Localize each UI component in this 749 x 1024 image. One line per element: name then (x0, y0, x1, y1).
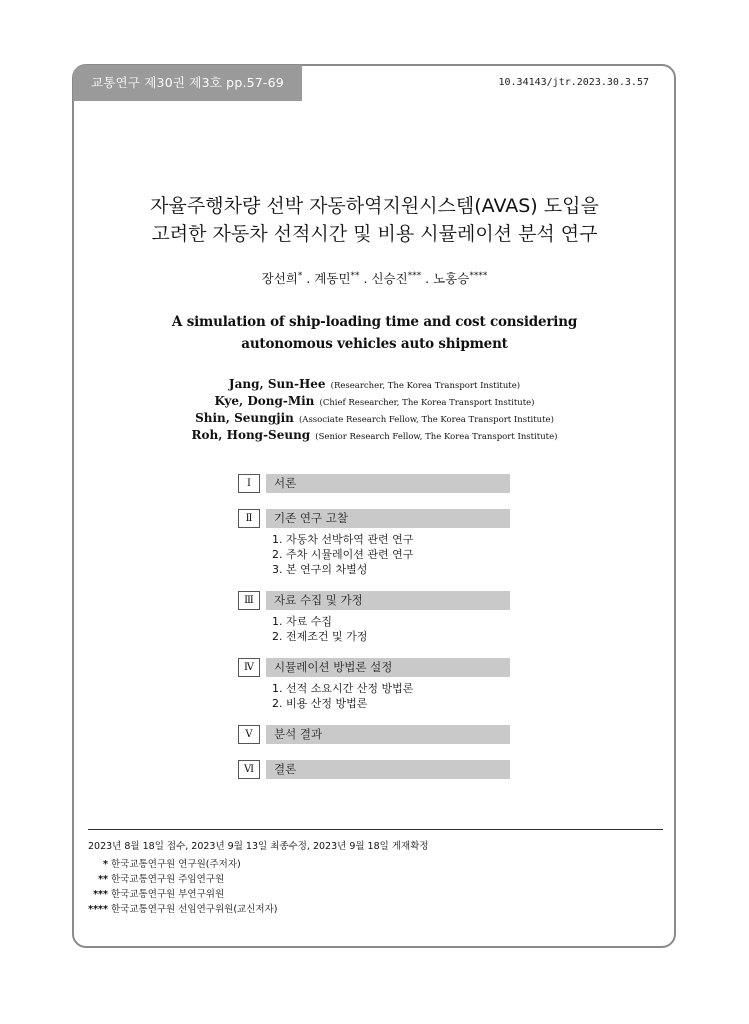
author-name-en: Kye, Dong-Min (214, 394, 315, 408)
toc-header (238, 591, 510, 610)
author-separator: . (421, 271, 434, 286)
toc-section (238, 725, 510, 744)
author-affiliation-en: (Researcher, The Korea Transport Institute) (330, 381, 521, 391)
affiliation-row (88, 902, 277, 917)
author-mark: * (297, 270, 303, 281)
toc-numeral: Ⅱ (238, 509, 260, 528)
toc-section (238, 509, 510, 577)
toc-title: 분석 결과 (266, 725, 510, 744)
author-name-ko: 장선희 (261, 271, 298, 286)
author-name-en: Roh, Hong-Seung (191, 428, 311, 442)
toc-section (238, 591, 510, 644)
toc-title: 서론 (266, 474, 510, 493)
toc-section (238, 760, 510, 779)
author-mark: ** (350, 270, 360, 281)
toc-subsection: 1. 자동차 선박하역 관련 연구 (272, 533, 414, 546)
title-ko-line1: 자율주행차량 선박 자동하역지원시스템(AVAS) 도입을 (150, 195, 599, 217)
toc-subsections (238, 532, 510, 577)
toc-title: 시뮬레이션 방법론 설정 (266, 658, 510, 677)
author-name-en: Jang, Sun-Hee (228, 377, 326, 391)
author-name-en: Shin, Seungjin (195, 411, 294, 425)
author-line-en (100, 408, 649, 425)
title-en-line2: autonomous vehicles auto shipment (241, 336, 508, 352)
toc-numeral: Ⅴ (238, 725, 260, 744)
author-name-ko: 계동민 (314, 271, 351, 286)
affiliation-text: 한국교통연구원 연구원(주저자) (111, 859, 241, 870)
toc-title: 기존 연구 고찰 (266, 509, 510, 528)
received-dates: 2023년 8월 18일 접수, 2023년 9월 13일 최종수정, 2023년 9월 18일 게재확정 (88, 841, 429, 852)
toc-header (238, 509, 510, 528)
author-affiliation-en: (Chief Researcher, The Korea Transport Institute) (319, 398, 535, 408)
toc-subsection: 1. 선적 소요시간 산정 방법론 (272, 682, 414, 695)
toc-title: 결론 (266, 760, 510, 779)
author-line-en (100, 391, 649, 408)
toc-subsections (238, 681, 510, 711)
affiliation-mark: **** (88, 904, 108, 915)
author-line-en (100, 425, 649, 442)
toc-numeral: Ⅰ (238, 474, 260, 493)
authors-ko (100, 269, 649, 287)
affiliation-text: 한국교통연구원 선임연구위원(교신저자) (111, 904, 278, 915)
toc-header (238, 658, 510, 677)
author-name-ko: 노홍승 (433, 271, 470, 286)
affiliation-mark: * (103, 859, 108, 870)
toc-section (238, 658, 510, 711)
affiliation-mark: ** (98, 874, 108, 885)
author-mark: **** (469, 270, 488, 281)
toc-header (238, 760, 510, 779)
author-affiliations (88, 857, 277, 917)
affiliation-row (88, 872, 277, 887)
author-separator: . (302, 271, 315, 286)
toc-section (238, 474, 510, 493)
toc-subsection: 3. 본 연구의 차별성 (272, 563, 368, 576)
affiliation-text: 한국교통연구원 주임연구원 (111, 874, 225, 885)
toc-numeral: Ⅲ (238, 591, 260, 610)
footer-rule (88, 829, 663, 830)
doi: 10.34143/jtr.2023.30.3.57 (498, 77, 649, 88)
affiliation-mark: *** (93, 889, 108, 900)
affiliation-row (88, 887, 277, 902)
toc-title: 자료 수집 및 가정 (266, 591, 510, 610)
toc-subsection: 2. 주차 시뮬레이션 관련 연구 (272, 548, 414, 561)
author-mark: *** (407, 270, 422, 281)
toc-subsection: 2. 전제조건 및 가정 (272, 630, 368, 643)
author-affiliation-en: (Associate Research Fellow, The Korea Transport Institute) (298, 415, 554, 425)
toc-numeral: Ⅵ (238, 760, 260, 779)
authors-en (100, 374, 649, 442)
toc-header (238, 474, 510, 493)
toc-subsection: 1. 자료 수집 (272, 615, 332, 628)
journal-citation: 교통연구 제30권 제3호 pp.57-69 (73, 65, 302, 101)
toc-subsections (238, 614, 510, 644)
toc-subsection: 2. 비용 산정 방법론 (272, 697, 368, 710)
affiliation-text: 한국교통연구원 부연구위원 (111, 889, 225, 900)
title-en-line1: A simulation of ship-loading time and cost considering (171, 314, 578, 330)
title-ko-line2: 고려한 자동차 선적시간 및 비용 시뮬레이션 분석 연구 (151, 223, 598, 245)
author-affiliation-en: (Senior Research Fellow, The Korea Transport Institute) (315, 432, 558, 442)
toc-header (238, 725, 510, 744)
author-name-ko: 신승진 (371, 271, 408, 286)
author-separator: . (359, 271, 372, 286)
affiliation-row (88, 857, 277, 872)
toc-numeral: Ⅳ (238, 658, 260, 677)
author-line-en (100, 374, 649, 391)
